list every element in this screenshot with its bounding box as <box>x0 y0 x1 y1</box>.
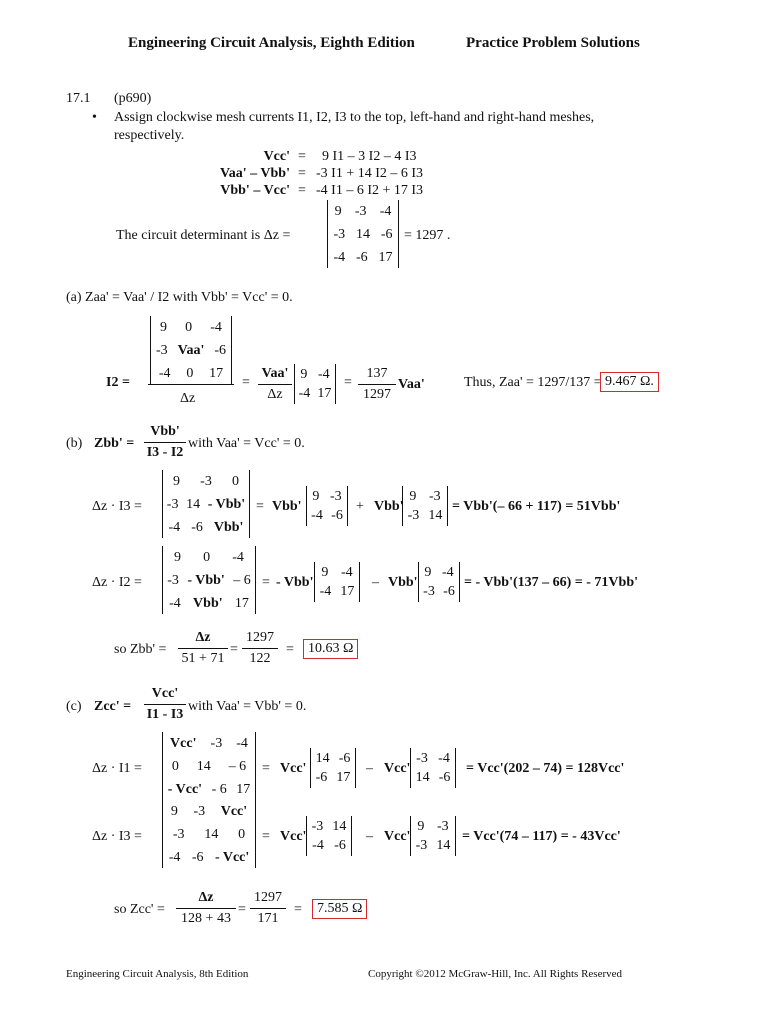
problem-number: 17.1 <box>66 91 91 106</box>
part-b-line-1-op: + <box>356 499 364 514</box>
equation-1-eq: = <box>298 149 306 164</box>
part-a-small-determinant: 9 -4 -4 17 <box>294 364 336 404</box>
part-c-condition: with Vaa' = Vbb' = 0. <box>188 699 307 714</box>
part-b-line-1-minor-2: 9 -3 -3 14 <box>402 486 448 526</box>
circuit-determinant: 9 -3 -4 -3 14 -6 -4 -6 17 <box>327 200 399 268</box>
part-b-so-eq-2: = <box>286 642 294 657</box>
part-a-tail: Vaa' <box>398 377 425 392</box>
part-a-coefficient: Vaa' Δz <box>258 366 292 403</box>
part-b-line-2-op: – <box>372 575 379 590</box>
part-b-so: so Zbb' = <box>114 642 167 657</box>
part-c-so-fraction-1: $\frac{\Delta z}{128 + 43}$ <box>176 890 236 927</box>
part-b-line-1-minor-1: 9 -3 -4 -6 <box>306 486 348 526</box>
part-b-line-1-coef-2: Vbb' <box>374 499 404 514</box>
part-c-line-1-minor-2: -3 -4 14 -6 <box>410 748 456 788</box>
part-c-line-1-result: = Vcc'(202 – 74) = 128Vcc' <box>466 761 625 776</box>
equation-2-lhs: Vaa' – Vbb' <box>219 166 290 181</box>
part-a-answer: 9.467 Ω. <box>600 372 659 392</box>
part-c-line-2-lhs: Δz · I3 = <box>92 829 142 844</box>
part-c-line-2-op: – <box>366 829 373 844</box>
part-a-numerator-determinant: 9 0 -4 -3 Vaa' -6 -4 0 17 <box>150 316 232 384</box>
part-b-line-2-eq: = <box>262 575 270 590</box>
intro-line-2: respectively. <box>114 128 185 143</box>
equation-3-eq: = <box>298 183 306 198</box>
part-c-line-1-coef-1: Vcc' <box>280 761 307 776</box>
part-c-line-1-op: – <box>366 761 373 776</box>
part-b-so-fraction-2: $\frac{1297}{122}$ <box>242 630 278 667</box>
part-a-fraction-bar <box>148 384 234 385</box>
part-b-line-1-coef-1: Vbb' <box>272 499 302 514</box>
equation-2-eq: = <box>298 166 306 181</box>
part-c-line-1-minor-1: 14 -6 -6 17 <box>310 748 356 788</box>
part-b-so-eq: = <box>230 642 238 657</box>
part-b-line-2-lhs: Δz · I2 = <box>92 575 142 590</box>
part-c-line-1-eq: = <box>262 761 270 776</box>
footer-left: Engineering Circuit Analysis, 8th Edition <box>66 968 249 980</box>
part-b-line-1-result: = Vbb'(– 66 + 117) = 51Vbb' <box>452 499 621 514</box>
part-a-eq-1: = <box>242 375 250 390</box>
part-c-label: (c) <box>66 699 82 714</box>
equation-2-rhs: -3 I1 + 14 I2 – 6 I3 <box>316 166 424 181</box>
determinant-label: The circuit determinant is Δz = <box>116 228 291 243</box>
part-c-line-2-coef-2: Vcc' <box>384 829 411 844</box>
part-c-line-2-determinant: 9 -3 Vcc' -3 14 0 -4 -6 - Vcc' <box>162 800 256 868</box>
part-c-so-fraction-2: $\frac{1297}{171}$ <box>250 890 286 927</box>
part-c-z: Zcc' = <box>94 699 132 714</box>
equation-1-lhs: Vcc' <box>263 149 290 164</box>
part-a-i2-label: I2 = <box>106 375 130 390</box>
part-c-line-1-lhs: Δz · I1 = <box>92 761 142 776</box>
part-b-line-1-determinant: 9 -3 0 -3 14 - Vbb' -4 -6 Vbb' <box>162 470 250 538</box>
part-a-fraction-137-1297: $\frac{137}{1297}$ <box>358 366 396 403</box>
part-c-so-eq: = <box>238 902 246 917</box>
part-c-line-1-coef-2: Vcc' <box>384 761 411 776</box>
part-c-line-2-result: = Vcc'(74 – 117) = - 43Vcc' <box>462 829 621 844</box>
part-b-line-1-lhs: Δz · I3 = <box>92 499 142 514</box>
part-b-line-2-result: = - Vbb'(137 – 66) = - 71Vbb' <box>464 575 638 590</box>
determinant-value: = 1297 . <box>404 228 451 243</box>
header-section: Practice Problem Solutions <box>466 35 640 51</box>
part-a-thus: Thus, Zaa' = 1297/137 = <box>464 375 602 390</box>
part-c-definition-fraction: Vcc' I1 - I3 <box>144 686 186 723</box>
part-c-so: so Zcc' = <box>114 902 165 917</box>
part-c-so-eq-2: = <box>294 902 302 917</box>
equation-3-lhs: Vbb' – Vcc' <box>220 183 290 198</box>
part-c-line-2-minor-2: 9 -3 -3 14 <box>410 816 456 856</box>
part-a-denominator: Δz <box>180 391 196 406</box>
equation-1-rhs: 9 I1 – 3 I2 – 4 I3 <box>322 149 417 164</box>
part-b-z: Zbb' = <box>94 436 135 451</box>
part-b-line-2-minor-2: 9 -4 -3 -6 <box>418 562 460 602</box>
page-reference: (p690) <box>114 91 152 106</box>
part-b-line-2-minor-1: 9 -4 -4 17 <box>314 562 360 602</box>
part-b-answer: 10.63 Ω <box>303 639 358 659</box>
part-c-line-2-eq: = <box>262 829 270 844</box>
intro-line-1: Assign clockwise mesh currents I1, I2, I3 to the top, left-hand and right-hand meshes, <box>114 110 595 125</box>
part-b-label: (b) <box>66 436 83 451</box>
footer-right: Copyright ©2012 McGraw-Hill, Inc. All Rights Reserved <box>368 968 622 980</box>
part-a-header: (a) Zaa' = Vaa' / I2 with Vbb' = Vcc' = 0. <box>66 290 293 305</box>
part-c-line-1-determinant: Vcc' -3 -4 0 14 – 6 - Vcc' - 6 17 <box>162 732 256 800</box>
part-b-line-2-determinant: 9 0 -4 -3 - Vbb' – 6 -4 Vbb' 17 <box>162 546 256 614</box>
header-title: Engineering Circuit Analysis, Eighth Edition <box>128 35 415 51</box>
part-c-line-2-minor-1: -3 14 -4 -6 <box>306 816 352 856</box>
part-b-line-1-eq: = <box>256 499 264 514</box>
part-b-line-2-coef-2: Vbb' <box>388 575 418 590</box>
bullet: • <box>92 110 97 125</box>
part-b-line-2-coef-1: - Vbb' <box>276 575 314 590</box>
part-a-eq-2: = <box>344 375 352 390</box>
part-b-condition: with Vaa' = Vcc' = 0. <box>188 436 305 451</box>
part-b-definition-fraction: Vbb' I3 - I2 <box>144 424 186 461</box>
part-b-so-fraction-1: $\frac{\Delta z}{51 + 71}$ <box>178 630 228 667</box>
part-c-answer: 7.585 Ω <box>312 899 367 919</box>
equation-3-rhs: -4 I1 – 6 I2 + 17 I3 <box>316 183 424 198</box>
part-c-line-2-coef-1: Vcc' <box>280 829 307 844</box>
